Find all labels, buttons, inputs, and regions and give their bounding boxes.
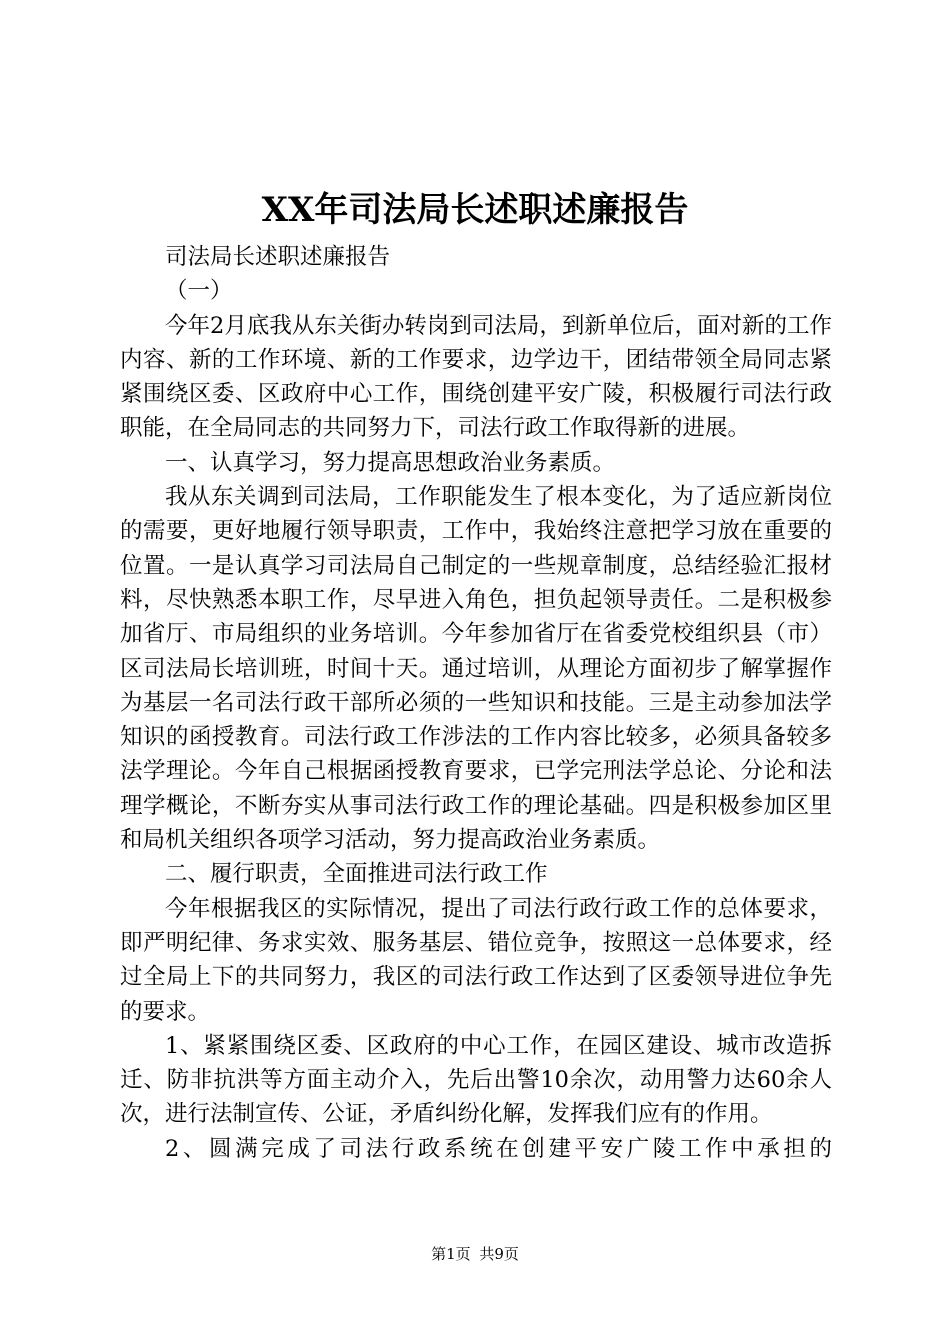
- page-footer: 第1页 共9页: [431, 1245, 519, 1263]
- intro-paragraph: 今年2月底我从东关街办转岗到司法局，到新单位后，面对新的工作内容、新的工作环境、新的工作要求，边学边干，团结带领全局同志紧紧围绕区委、区政府中心工作，围绕创建平安广陵，积极履行司法行政职能，在全局同志的共同努力下，司法行政工作取得新的进展。: [120, 312, 832, 442]
- subtitle-paragraph: 司法局长述职述廉报告: [165, 244, 391, 270]
- section-marker: （一）: [165, 278, 233, 305]
- requirements-paragraph: 今年根据我区的实际情况，提出了司法行政行政工作的总体要求，即严明纪律、务求实效、服务基层、错位竞争，按照这一总体要求，经过全局上下的共同努力，我区的司法行政工作达到了区委领导进位争先的要求。: [120, 895, 832, 1025]
- item-1-paragraph: 1、紧紧围绕区委、区政府的中心工作，在园区建设、城市改造拆迁、防非抗洪等方面主动介入，先后出警10余次，动用警力达60余人次，进行法制宣传、公证，矛盾纠纷化解，发挥我们应有的作用。: [120, 1032, 832, 1128]
- document-title: XX年司法局长述职述廉报告: [261, 190, 689, 230]
- study-paragraph: 我从东关调到司法局，工作职能发生了根本变化，为了适应新岗位的需要，更好地履行领导职责，工作中，我始终注意把学习放在重要的位置。一是认真学习司法局自己制定的一些规章制度，总结经验汇报材料，尽快熟悉本职工作，尽早进入角色，担负起领导责任。二是积极参加省厅、市局组织的业务培训。今年参加省厅在省委党校组织县（市）区司法局长培训班，时间十天。通过培训，从理论方面初步了解掌握作为基层一名司法行政干部所必须的一些知识和技能。三是主动参加法学知识的函授教育。司法行政工作涉法的工作内容比较多，必须具备较多法学理论。今年自己根据函授教育要求，已学完刑法学总论、分论和法理学概论，不断夯实从事司法行政工作的理论基础。四是积极参加区里和局机关组织各项学习活动，努力提高政治业务素质。: [120, 484, 832, 854]
- item-2-paragraph: 2、圆满完成了司法行政系统在创建平安广陵工作中承担的: [165, 1135, 832, 1162]
- document-body: [120, 240, 832, 1166]
- section-heading-1: 一、认真学习，努力提高思想政治业务素质。: [165, 449, 616, 476]
- section-heading-2: 二、履行职责，全面推进司法行政工作: [165, 861, 548, 888]
